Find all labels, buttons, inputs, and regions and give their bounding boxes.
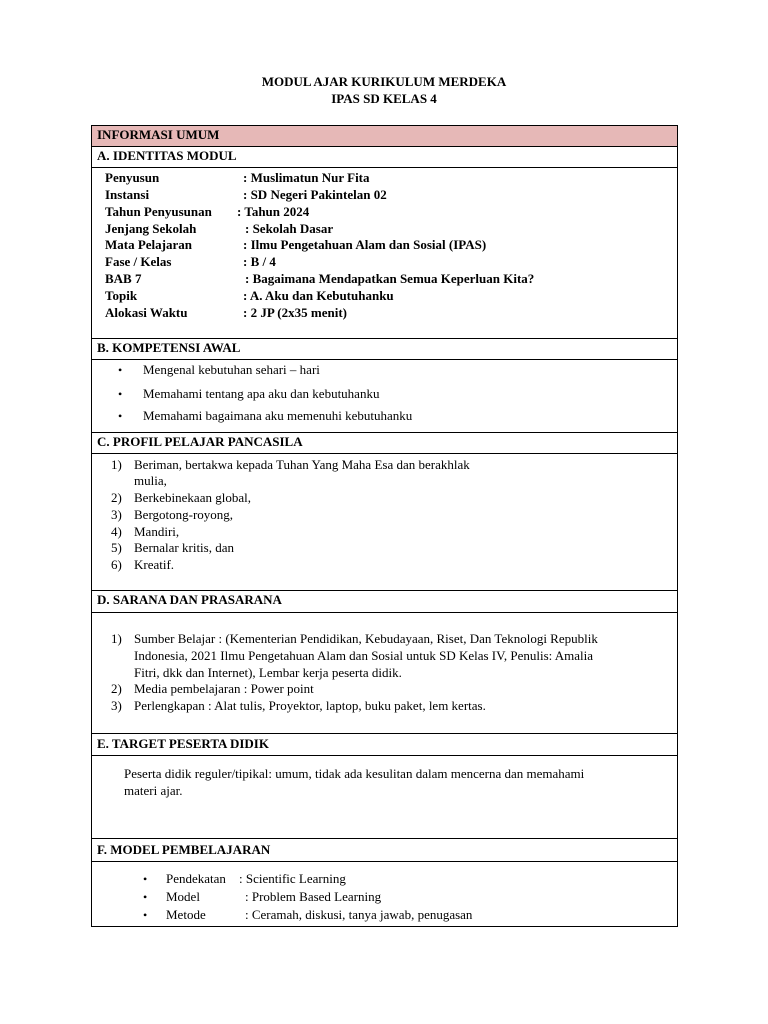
model-heading: F. MODEL PEMBELAJARAN: [97, 842, 271, 857]
identitas-key: Tahun Penyusunan: [105, 204, 212, 219]
row-divider: [91, 359, 678, 360]
identitas-value: : Tahun 2024: [237, 204, 310, 219]
sarana-item-line: Sumber Belajar : (Kementerian Pendidikan, Kebudayaan, Riset, Dan Teknologi Republik: [134, 631, 598, 646]
list-number: 6): [111, 557, 122, 572]
row-divider: [91, 838, 678, 839]
profil-item: Kreatif.: [134, 557, 175, 572]
identitas-key: Mata Pelajaran: [105, 237, 193, 252]
document-subtitle: IPAS SD KELAS 4: [331, 91, 437, 106]
identitas-key: BAB 7: [105, 271, 142, 286]
identitas-value: : B / 4: [243, 254, 276, 269]
kompetensi-item: Memahami tentang apa aku dan kebutuhanku: [143, 386, 380, 401]
row-divider: [91, 612, 678, 613]
identitas-key: Jenjang Sekolah: [105, 221, 197, 236]
bullet-icon: •: [118, 387, 123, 401]
model-key: Metode: [166, 907, 206, 922]
identitas-value: : SD Negeri Pakintelan 02: [243, 187, 387, 202]
list-number: 5): [111, 540, 122, 555]
document-title: MODUL AJAR KURIKULUM MERDEKA: [261, 74, 507, 89]
list-number: 3): [111, 507, 122, 522]
list-number: 2): [111, 681, 122, 696]
identitas-key: Fase / Kelas: [105, 254, 172, 269]
identitas-value: : A. Aku dan Kebutuhanku: [243, 288, 394, 303]
identitas-value: : Ilmu Pengetahuan Alam dan Sosial (IPAS): [243, 237, 487, 252]
model-key: Model: [166, 889, 200, 904]
profil-item: Bergotong-royong,: [134, 507, 234, 522]
row-divider: [91, 453, 678, 454]
sarana-heading: D. SARANA DAN PRASARANA: [97, 592, 282, 607]
row-divider: [91, 755, 678, 756]
list-number: 4): [111, 524, 122, 539]
sarana-item-line: Media pembelajaran : Power point: [134, 681, 314, 696]
target-text-cont: materi ajar.: [124, 783, 183, 798]
identitas-heading: A. IDENTITAS MODUL: [97, 148, 237, 163]
row-divider: [91, 146, 678, 147]
identitas-value: : Bagaimana Mendapatkan Semua Keperluan Kita?: [245, 271, 535, 286]
profil-heading: C. PROFIL PELAJAR PANCASILA: [97, 434, 303, 449]
row-divider: [91, 590, 678, 591]
profil-item: Beriman, bertakwa kepada Tuhan Yang Maha Esa dan berakhlak: [134, 457, 470, 472]
list-number: 2): [111, 490, 122, 505]
identitas-key: Instansi: [105, 187, 150, 202]
list-number: 1): [111, 457, 122, 472]
profil-item: Berkebinekaan global,: [134, 490, 251, 505]
model-value: : Scientific Learning: [239, 871, 346, 886]
profil-item-cont: mulia,: [134, 473, 167, 488]
row-divider: [91, 432, 678, 433]
row-divider: [91, 167, 678, 168]
bullet-icon: •: [118, 363, 123, 377]
kompetensi-heading: B. KOMPETENSI AWAL: [97, 340, 241, 355]
bullet-icon: •: [118, 409, 123, 423]
row-divider: [91, 338, 678, 339]
identitas-key: Topik: [105, 288, 138, 303]
identitas-value: : Muslimatun Nur Fita: [243, 170, 370, 185]
informasi-umum-heading: INFORMASI UMUM: [97, 127, 220, 142]
row-divider: [91, 733, 678, 734]
list-number: 1): [111, 631, 122, 646]
sarana-item-line: Fitri, dkk dan Internet), Lembar kerja peserta didik.: [134, 665, 402, 680]
bullet-icon: •: [143, 890, 148, 904]
row-divider: [91, 861, 678, 862]
bullet-icon: •: [143, 908, 148, 922]
list-number: 3): [111, 698, 122, 713]
identitas-value: : Sekolah Dasar: [245, 221, 334, 236]
profil-item: Bernalar kritis, dan: [134, 540, 234, 555]
sarana-item-line: Indonesia, 2021 Ilmu Pengetahuan Alam dan Sosial untuk SD Kelas IV, Penulis: Amalia: [134, 648, 594, 663]
identitas-key: Alokasi Waktu: [105, 305, 188, 320]
target-heading: E. TARGET PESERTA DIDIK: [97, 736, 269, 751]
profil-item: Mandiri,: [134, 524, 180, 539]
model-value: : Problem Based Learning: [245, 889, 382, 904]
target-text: Peserta didik reguler/tipikal: umum, tidak ada kesulitan dalam mencerna dan memahami: [124, 766, 585, 781]
kompetensi-item: Mengenal kebutuhan sehari – hari: [143, 362, 320, 377]
bullet-icon: •: [143, 872, 148, 886]
identitas-value: : 2 JP (2x35 menit): [243, 305, 347, 320]
identitas-key: Penyusun: [105, 170, 160, 185]
model-key: Pendekatan: [166, 871, 226, 886]
model-value: : Ceramah, diskusi, tanya jawab, penugasan: [245, 907, 473, 922]
kompetensi-item: Memahami bagaimana aku memenuhi kebutuhanku: [143, 408, 413, 423]
sarana-item-line: Perlengkapan : Alat tulis, Proyektor, laptop, buku paket, lem kertas.: [134, 698, 486, 713]
